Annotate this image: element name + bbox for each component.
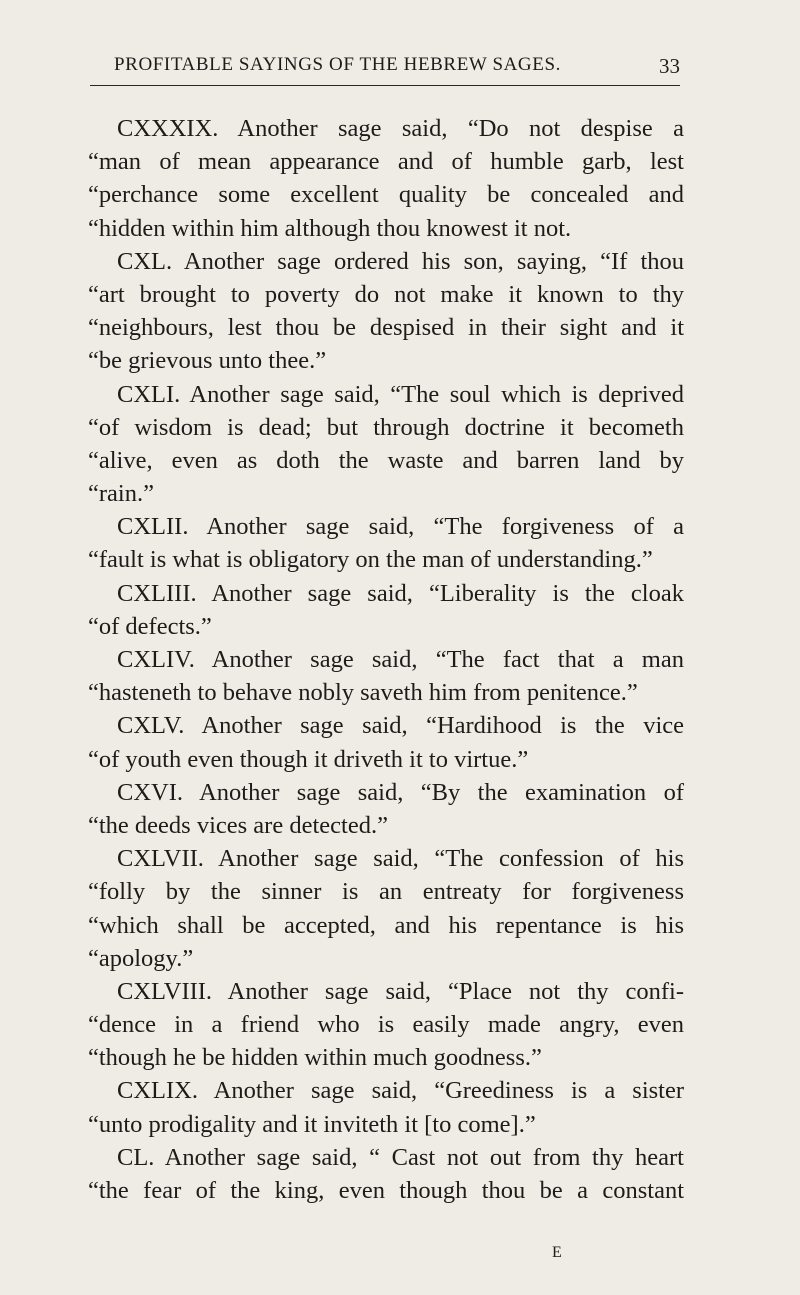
text-line: “the deeds vices are detected.” [88,811,388,839]
text-line: “neighbours, lest thou be despised in their sight and it [88,314,684,342]
text-line: CXVI. Another sage said, “By the examination of [117,778,684,806]
text-line: CXLIX. Another sage said, “Greediness is a sister [117,1077,684,1105]
text-line: “hidden within him although thou knowest it not. [88,214,572,242]
text-line: “of wisdom is dead; but through doctrine it becometh [88,413,684,441]
text-line: CL. Another sage said, “ Cast not out from thy heart [117,1143,684,1171]
text-line: “perchance some excellent quality be concealed and [88,181,684,209]
text-line: CXLIV. Another sage said, “The fact that a man [117,646,684,673]
text-line: “folly by the sinner is an entreaty for forgiveness [88,878,684,906]
text-line: CXLI. Another sage said, “The soul which is deprived [117,380,684,408]
text-line: “dence in a friend who is easily made angry, even [88,1011,684,1039]
text-line: CXLVII. Another sage said, “The confession of his [117,845,684,873]
text-line: CXLII. Another sage said, “The forgiveness of a [117,513,684,541]
text-line: CXL. Another sage ordered his son, saying, “If thou [117,247,684,275]
text-line: “of youth even though it driveth it to virtue.” [88,745,529,773]
text-line: “hasteneth to behave nobly saveth him from penitence.” [88,679,638,707]
text-line: “which shall be accepted, and his repentance is his [88,911,684,939]
header-rule [90,85,680,86]
text-line: “rain.” [88,480,154,508]
text-line: “apology.” [88,944,194,972]
text-line: CXXXIX. Another sage said, “Do not despise a [117,115,684,142]
text-line: “of defects.” [88,612,212,640]
text-line: “man of mean appearance and of humble garb, lest [88,148,684,176]
body-text [88,112,684,1207]
text-line: CXLIII. Another sage said, “Liberality is the cloak [117,579,684,607]
text-line: “though he be hidden within much goodness.” [88,1044,542,1072]
text-line: “fault is what is obligatory on the man of understanding.” [88,546,653,574]
text-line: “the fear of the king, even though thou be a constant [88,1177,684,1204]
text-line: CXLVIII. Another sage said, “Place not thy confi- [117,977,684,1005]
running-title: PROFITABLE SAYINGS OF THE HEBREW SAGES. [114,54,561,75]
text-line: CXLV. Another sage said, “Hardihood is the vice [117,712,684,740]
text-line: “unto prodigality and it inviteth it [to come].” [88,1110,536,1138]
page-number: 33 [659,54,680,78]
running-header [90,54,684,80]
signature-mark: E [552,1244,562,1261]
text-line: “art brought to poverty do not make it known to thy [88,280,684,308]
text-line: “alive, even as doth the waste and barren land by [88,446,684,474]
text-line: “be grievous unto thee.” [88,347,327,375]
